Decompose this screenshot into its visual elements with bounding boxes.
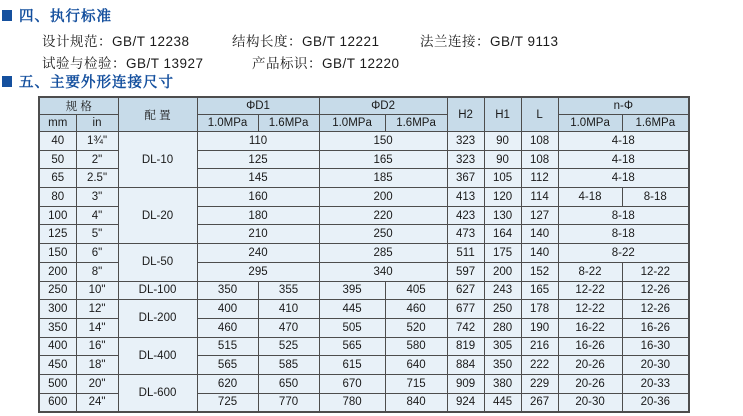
- table-cell: 127: [521, 206, 558, 225]
- table-cell: 140: [521, 244, 558, 263]
- table-cell: 114: [521, 188, 558, 207]
- table-header-cell: 1.6MPa: [258, 115, 319, 132]
- table-cell: 423: [447, 206, 484, 225]
- table-header-cell: 配 置: [118, 97, 197, 132]
- table-cell: 8-18: [558, 206, 689, 225]
- table-header-cell: L: [521, 97, 558, 132]
- section-title: 四、执行标准: [19, 9, 112, 25]
- standards-section-heading: [2, 5, 112, 26]
- table-cell: 4": [76, 206, 118, 225]
- table-cell: 715: [385, 374, 447, 393]
- table-cell: 24": [76, 393, 118, 412]
- table-header-cell: ΦD1: [197, 97, 319, 115]
- table-cell: 10": [76, 281, 118, 300]
- table-cell: 185: [319, 169, 447, 188]
- table-cell: 16-26: [558, 337, 622, 356]
- table-cell: 100: [39, 206, 76, 225]
- dimensions-table-body: [39, 132, 689, 412]
- table-header-row: [39, 97, 689, 115]
- table-cell: 460: [385, 300, 447, 319]
- table-cell: 300: [39, 300, 76, 319]
- table-cell: 450: [39, 356, 76, 375]
- table-cell: 160: [197, 188, 319, 207]
- table-cell: 80: [39, 188, 76, 207]
- spec-design: 设计规范：GB/T 12238: [42, 34, 190, 49]
- table-cell: 50: [39, 150, 76, 169]
- table-cell: 520: [385, 318, 447, 337]
- table-cell: 152: [521, 262, 558, 281]
- table-cell: 4-18: [558, 132, 689, 151]
- spec-length: 结构长度：GB/T 12221: [232, 34, 380, 49]
- table-cell: 4-18: [558, 150, 689, 169]
- table-row: [39, 337, 689, 356]
- table-cell: 16": [76, 337, 118, 356]
- spec-marking: 产品标识：GB/T 12220: [252, 56, 400, 71]
- table-cell: 8-18: [558, 225, 689, 244]
- table-cell: 924: [447, 393, 484, 412]
- table-cell: 350: [197, 281, 258, 300]
- table-cell: 120: [484, 188, 521, 207]
- table-header-cell: 1.6MPa: [622, 115, 689, 132]
- table-cell: DL-600: [118, 374, 197, 411]
- dimensions-section-heading: [2, 71, 174, 92]
- table-cell: 380: [484, 374, 521, 393]
- table-cell: 305: [484, 337, 521, 356]
- table-cell: 725: [197, 393, 258, 412]
- table-cell: 267: [521, 393, 558, 412]
- table-cell: 108: [521, 132, 558, 151]
- table-cell: 8-18: [622, 188, 689, 207]
- table-cell: 125: [39, 225, 76, 244]
- table-cell: 909: [447, 374, 484, 393]
- table-cell: 90: [484, 150, 521, 169]
- table-cell: 1¾": [76, 132, 118, 151]
- table-cell: 145: [197, 169, 319, 188]
- table-cell: 640: [385, 356, 447, 375]
- table-cell: 445: [484, 393, 521, 412]
- table-cell: 150: [319, 132, 447, 151]
- dimensions-table-head: [39, 97, 689, 132]
- table-cell: 742: [447, 318, 484, 337]
- table-cell: 473: [447, 225, 484, 244]
- table-cell: 16-26: [622, 318, 689, 337]
- table-cell: 323: [447, 132, 484, 151]
- table-cell: 12-26: [622, 281, 689, 300]
- table-cell: 18": [76, 356, 118, 375]
- table-row: [39, 374, 689, 393]
- table-cell: 627: [447, 281, 484, 300]
- table-cell: 410: [258, 300, 319, 319]
- table-cell: 165: [521, 281, 558, 300]
- table-cell: 470: [258, 318, 319, 337]
- table-cell: 840: [385, 393, 447, 412]
- table-cell: DL-200: [118, 300, 197, 337]
- table-cell: 770: [258, 393, 319, 412]
- table-cell: 367: [447, 169, 484, 188]
- table-cell: 250: [319, 225, 447, 244]
- table-header-cell: 规 格: [39, 97, 118, 115]
- table-cell: 178: [521, 300, 558, 319]
- table-cell: 200: [39, 262, 76, 281]
- spec-flange: 法兰连接：GB/T 9113: [420, 34, 559, 49]
- table-cell: 395: [319, 281, 385, 300]
- table-header-cell: ΦD2: [319, 97, 447, 115]
- table-cell: 405: [385, 281, 447, 300]
- table-cell: 20-26: [558, 356, 622, 375]
- table-cell: 6": [76, 244, 118, 263]
- table-row: [39, 281, 689, 300]
- table-cell: 210: [197, 225, 319, 244]
- square-bullet-icon: [2, 76, 12, 87]
- table-cell: 40: [39, 132, 76, 151]
- table-cell: 20-36: [622, 393, 689, 412]
- table-cell: 12-26: [622, 300, 689, 319]
- table-cell: 597: [447, 262, 484, 281]
- table-header-cell: mm: [39, 115, 76, 132]
- table-cell: 580: [385, 337, 447, 356]
- table-cell: DL-50: [118, 244, 197, 281]
- table-cell: 12": [76, 300, 118, 319]
- table-cell: 515: [197, 337, 258, 356]
- table-row: [39, 132, 689, 151]
- table-cell: 350: [484, 356, 521, 375]
- table-cell: DL-20: [118, 188, 197, 244]
- table-cell: 90: [484, 132, 521, 151]
- table-cell: 8-22: [558, 262, 622, 281]
- table-cell: 110: [197, 132, 319, 151]
- table-row: [39, 300, 689, 319]
- table-cell: 12-22: [558, 281, 622, 300]
- table-header-cell: H2: [447, 97, 484, 132]
- table-cell: 4-18: [558, 169, 689, 188]
- table-cell: 165: [319, 150, 447, 169]
- table-cell: 130: [484, 206, 521, 225]
- table-cell: 677: [447, 300, 484, 319]
- table-cell: 105: [484, 169, 521, 188]
- table-cell: 14": [76, 318, 118, 337]
- table-cell: 216: [521, 337, 558, 356]
- table-cell: 413: [447, 188, 484, 207]
- table-cell: 525: [258, 337, 319, 356]
- table-cell: 112: [521, 169, 558, 188]
- section-title: 五、主要外形连接尺寸: [19, 75, 174, 91]
- table-cell: 620: [197, 374, 258, 393]
- table-cell: 16-30: [622, 337, 689, 356]
- table-cell: 323: [447, 150, 484, 169]
- spec-test: 试验与检验：GB/T 13927: [42, 56, 204, 71]
- table-cell: 615: [319, 356, 385, 375]
- table-cell: 819: [447, 337, 484, 356]
- table-cell: 250: [484, 300, 521, 319]
- table-cell: 20": [76, 374, 118, 393]
- table-row: [39, 244, 689, 263]
- table-cell: 340: [319, 262, 447, 281]
- table-cell: 240: [197, 244, 319, 263]
- table-cell: 285: [319, 244, 447, 263]
- table-cell: DL-400: [118, 337, 197, 374]
- table-cell: 140: [521, 225, 558, 244]
- table-cell: 220: [319, 206, 447, 225]
- table-cell: 505: [319, 318, 385, 337]
- square-bullet-icon: [2, 10, 12, 21]
- table-cell: 175: [484, 244, 521, 263]
- table-cell: 350: [39, 318, 76, 337]
- table-cell: 585: [258, 356, 319, 375]
- table-cell: 3": [76, 188, 118, 207]
- table-cell: 20-30: [558, 393, 622, 412]
- table-cell: 12-22: [558, 300, 622, 319]
- table-cell: 280: [484, 318, 521, 337]
- table-cell: 16-22: [558, 318, 622, 337]
- table-cell: 229: [521, 374, 558, 393]
- table-cell: 65: [39, 169, 76, 188]
- table-cell: 2.5": [76, 169, 118, 188]
- table-cell: 12-22: [622, 262, 689, 281]
- table-cell: 511: [447, 244, 484, 263]
- table-cell: 445: [319, 300, 385, 319]
- table-cell: DL-100: [118, 281, 197, 300]
- table-cell: 400: [39, 337, 76, 356]
- table-header-cell: 1.0MPa: [558, 115, 622, 132]
- table-cell: 780: [319, 393, 385, 412]
- dimensions-table: [38, 96, 690, 413]
- table-header-cell: 1.0MPa: [319, 115, 385, 132]
- table-cell: 150: [39, 244, 76, 263]
- table-cell: 884: [447, 356, 484, 375]
- table-cell: 650: [258, 374, 319, 393]
- table-cell: 355: [258, 281, 319, 300]
- table-cell: 20-26: [558, 374, 622, 393]
- table-cell: 2": [76, 150, 118, 169]
- table-cell: 500: [39, 374, 76, 393]
- table-cell: 243: [484, 281, 521, 300]
- table-cell: 200: [484, 262, 521, 281]
- table-cell: DL-10: [118, 132, 197, 188]
- table-cell: 222: [521, 356, 558, 375]
- table-cell: 164: [484, 225, 521, 244]
- table-cell: 565: [319, 337, 385, 356]
- table-cell: 400: [197, 300, 258, 319]
- table-cell: 180: [197, 206, 319, 225]
- table-cell: 5": [76, 225, 118, 244]
- table-cell: 600: [39, 393, 76, 412]
- table-cell: 108: [521, 150, 558, 169]
- table-cell: 4-18: [558, 188, 622, 207]
- table-header-cell: 1.0MPa: [197, 115, 258, 132]
- table-cell: 200: [319, 188, 447, 207]
- table-header-cell: 1.6MPa: [385, 115, 447, 132]
- table-header-cell: H1: [484, 97, 521, 132]
- table-cell: 8-22: [558, 244, 689, 263]
- table-header-cell: n-Φ: [558, 97, 689, 115]
- table-cell: 20-30: [622, 356, 689, 375]
- table-header-cell: in: [76, 115, 118, 132]
- table-row: [39, 188, 689, 207]
- table-cell: 125: [197, 150, 319, 169]
- table-cell: 460: [197, 318, 258, 337]
- table-cell: 250: [39, 281, 76, 300]
- table-cell: 190: [521, 318, 558, 337]
- table-cell: 670: [319, 374, 385, 393]
- table-cell: 565: [197, 356, 258, 375]
- table-cell: 20-33: [622, 374, 689, 393]
- table-cell: 295: [197, 262, 319, 281]
- table-cell: 8": [76, 262, 118, 281]
